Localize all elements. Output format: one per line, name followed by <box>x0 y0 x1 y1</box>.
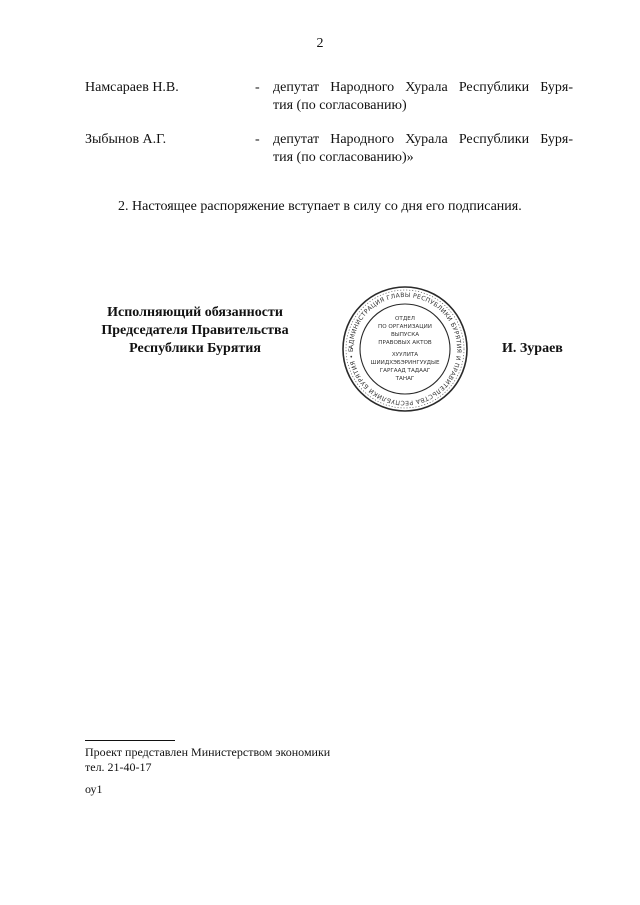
member-description-line: тия (по согласованию)» <box>273 150 414 165</box>
member-description <box>273 131 573 167</box>
member-dash: - <box>255 132 260 147</box>
seal-inner-line: ШИИДХЭБЭРИНГУУДЫЕ <box>370 360 440 366</box>
member-description-line: депутат Народного Хурала Республики Буря- <box>273 132 573 147</box>
signer-name: И. Зураев <box>502 341 563 356</box>
seal-inner-line: ОТДЕЛ <box>395 316 415 322</box>
clause-2: 2. Настоящее распоряжение вступает в силу со дня его подписания. <box>118 199 522 214</box>
member-dash: - <box>255 80 260 95</box>
footnote-line: Проект представлен Министерством экономики <box>85 745 331 759</box>
seal-outer-text: АДМИНИСТРАЦИЯ ГЛАВЫ РЕСПУБЛИКИ БУРЯТИЯ И ПРАВИТЕЛЬСТВА РЕСПУБЛИКИ БУРЯТИЯ • Б <box>347 291 463 407</box>
seal-inner-line: ПРАВОВЫХ АКТОВ <box>378 340 432 346</box>
member-description-line: тия (по согласованию) <box>273 98 407 113</box>
footnote-line: тел. 21-40-17 <box>85 760 152 774</box>
file-code: оу1 <box>85 782 103 796</box>
member-row <box>85 79 575 119</box>
member-description <box>273 79 573 115</box>
signatory-title-line: Исполняющий обязанности <box>107 305 283 320</box>
member-name: Намсараев Н.В. <box>85 80 179 95</box>
footnote-divider <box>85 740 175 741</box>
seal-inner-line: ГАРГААД ТАДААГ <box>379 368 431 374</box>
footnote <box>85 745 330 775</box>
page-number: 2 <box>316 36 324 51</box>
seal-inner-line: ХУУЛИТА <box>391 352 419 358</box>
signatory-title-line: Республики Бурятия <box>129 341 261 356</box>
seal-inner-line: ПО ОРГАНИЗАЦИИ <box>378 324 432 330</box>
member-description-line: депутат Народного Хурала Республики Буря- <box>273 80 573 95</box>
member-name: Зыбынов А.Г. <box>85 132 167 147</box>
seal-inner-line: ВЫПУСКА <box>390 332 420 338</box>
official-seal-stamp <box>340 284 470 414</box>
member-row <box>85 131 575 171</box>
seal-inner-line: ТАНАГ <box>395 376 415 382</box>
signatory-title-line: Председателя Правительства <box>101 323 289 338</box>
signatory-title <box>70 304 320 358</box>
